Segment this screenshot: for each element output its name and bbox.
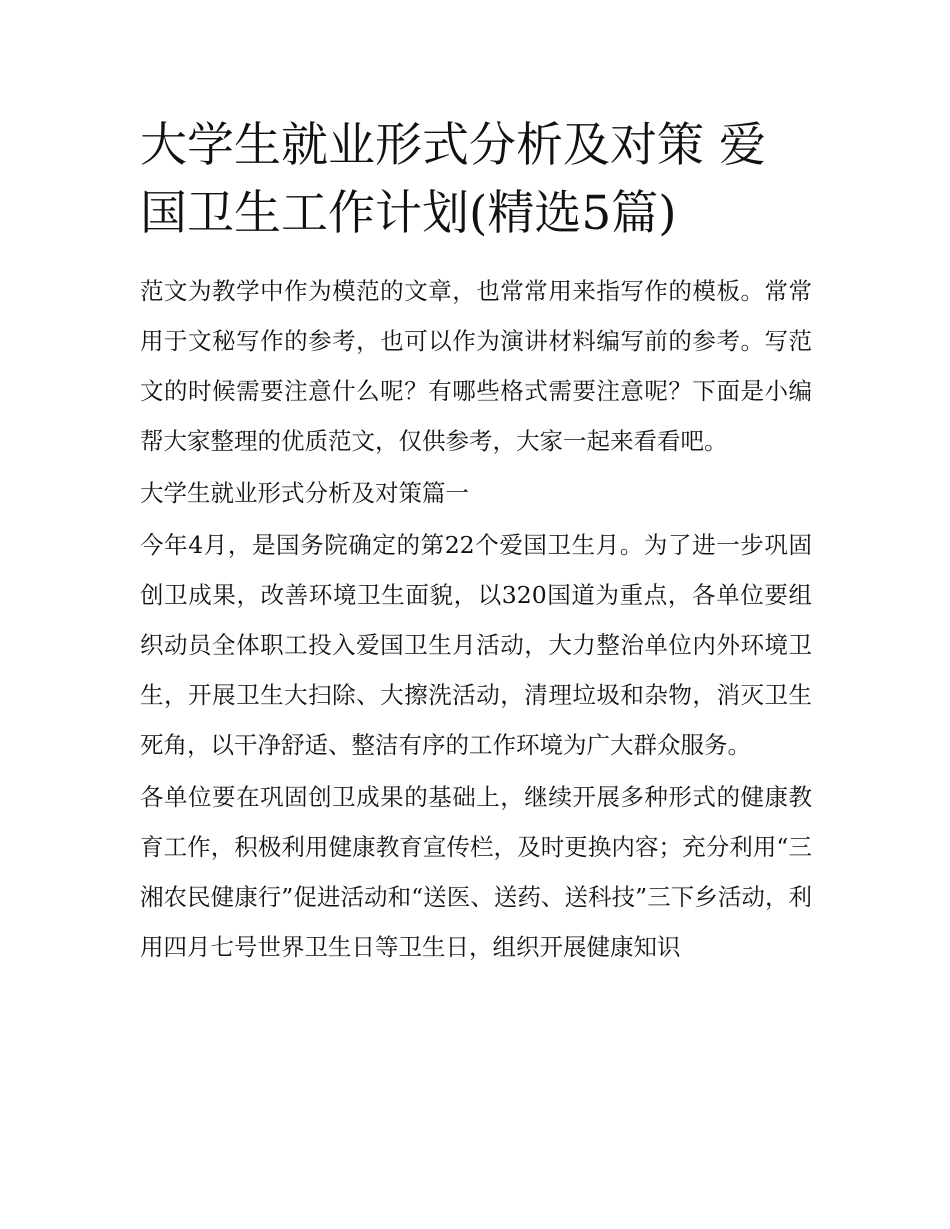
- document-page: [140, 112, 812, 974]
- body-paragraph-1: 今年4月，是国务院确定的第22个爱国卫生月。为了进一步巩固创卫成果，改善环境卫生面貌，以320国道为重点，各单位要组织动员全体职工投入爱国卫生月活动，大力整治单位内外环境卫生，开展卫生大扫除、大擦洗活动，清理垃圾和杂物，消灭卫生死角，以干净舒适、整洁有序的工作环境为广大群众服务。: [140, 531, 812, 759]
- intro-paragraph: 范文为教学中作为模范的文章，也常常用来指写作的模板。常常用于文秘写作的参考，也可以作为演讲材料编写前的参考。写范文的时候需要注意什么呢？有哪些格式需要注意呢？下面是小编帮大家整理的优质范文，仅供参考，大家一起来看看吧。: [140, 277, 812, 455]
- body-paragraph-2: 各单位要在巩固创卫成果的基础上，继续开展多种形式的健康教育工作，积极利用健康教育宣传栏，及时更换内容；充分利用“三湘农民健康行”促进活动和“送医、送药、送科技”三下乡活动，利用四月七号世界卫生日等卫生日，组织开展健康知识: [140, 783, 812, 961]
- document-title: 大学生就业形式分析及对策 爱国卫生工作计划(精选5篇): [140, 118, 766, 241]
- section-heading: 大学生就业形式分析及对策篇一: [140, 479, 469, 507]
